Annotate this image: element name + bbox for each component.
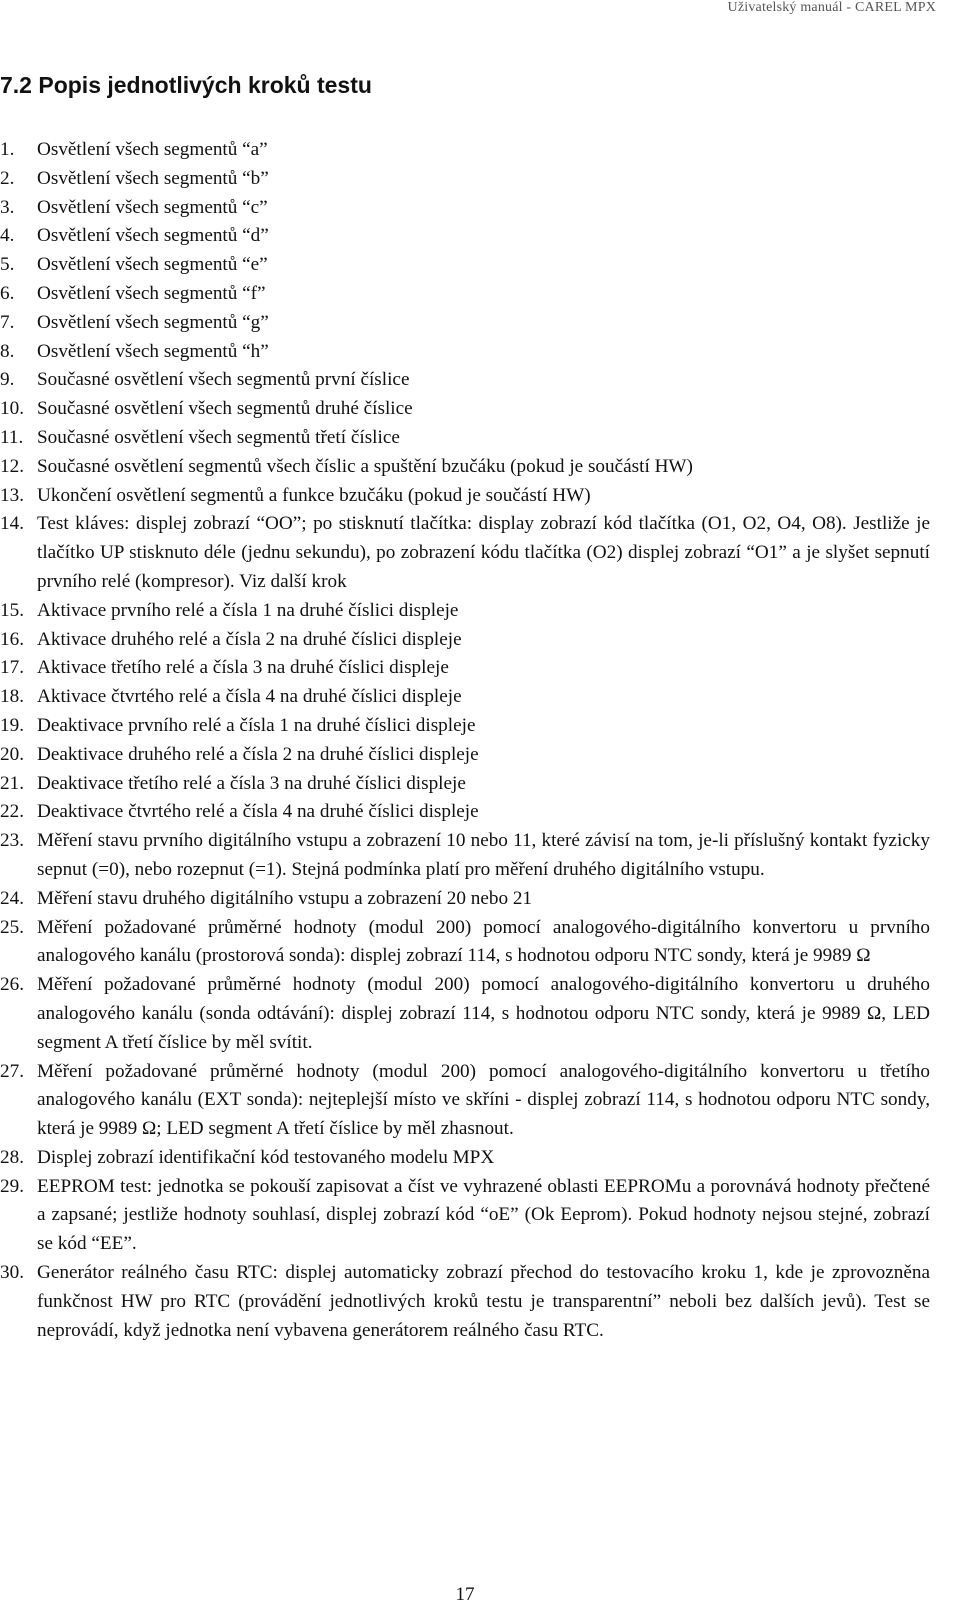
step-number: 1. [0,139,15,160]
step-text: Současné osvětlení segmentů všech číslic a spuštění bzučáku (pokud je součástí HW) [37,455,693,477]
step-number: 3. [0,196,15,218]
step-number: 4. [0,225,15,247]
step-item [0,712,930,741]
step-number: 29. [0,1175,24,1197]
step-item [0,741,930,770]
step-text: EEPROM test: jednotka se pokouší zapisovat a číst ve vyhrazené oblasti EEPROMu a porovnává hodnoty přečtené a zapsané; jestliže hodnoty souhlasí, displej zobrazí kód “oE” (Ok Eeprom). Pokud hodnoty nejsou stejné, zobrazí se kód “EE”. [37,1175,930,1255]
step-text: Současné osvětlení všech segmentů třetí číslice [37,426,400,448]
step-item [0,654,930,683]
step-item [0,194,930,223]
step-item [0,424,930,453]
step-number: 16. [0,628,24,650]
step-item [0,251,930,280]
step-item [0,1058,930,1144]
step-text: Osvětlení všech segmentů “d” [37,225,269,247]
step-number: 21. [0,772,24,794]
step-item [0,885,930,914]
step-item [0,626,930,655]
step-item [0,510,930,596]
step-number: 2. [0,167,15,189]
step-text: Aktivace čtvrtého relé a čísla 4 na druhé číslici displeje [37,686,462,708]
step-number: 6. [0,282,15,304]
step-number: 5. [0,254,15,276]
step-item [0,914,930,972]
step-item [0,971,930,1057]
step-item [0,280,930,309]
step-text: Měření stavu prvního digitálního vstupu a zobrazení 10 nebo 11, které závisí na tom, je-li příslušný kontakt fyzicky sepnut (=0), nebo rozepnut (=1). Stejná podmínka platí pro měření druhého digitálního vstupu. [37,830,930,880]
section-title: 7.2 Popis jednotlivých kroků testu [0,72,372,98]
step-text: Osvětlení všech segmentů “f” [37,282,266,304]
step-number: 17. [0,657,24,679]
step-number: 11. [0,426,24,448]
step-text: Displej zobrazí identifikační kód testovaného modelu MPX [37,1146,495,1168]
step-number: 18. [0,686,24,708]
step-item [0,395,930,424]
step-item [0,1144,930,1173]
step-text: Osvětlení všech segmentů “h” [37,340,269,362]
step-number: 26. [0,974,24,996]
step-text: Aktivace prvního relé a čísla 1 na druhé číslici displeje [37,599,459,621]
step-item [0,482,930,511]
step-number: 10. [0,398,24,420]
step-item [0,770,930,799]
step-item [0,1259,930,1345]
step-text: Aktivace druhého relé a čísla 2 na druhé číslici displeje [37,628,462,650]
step-text: Měření požadované průměrné hodnoty (modul 200) pomocí analogového-digitálního konvertoru u druhého analogového kanálu (sonda odtávání): displej zobrazí 114, s hodnotou odporu NTC sondy, která je 9989 Ω, LED segment A třetí číslice by měl svítit. [37,974,930,1053]
step-item [0,1173,930,1259]
step-item [0,683,930,712]
step-text: Měření stavu druhého digitálního vstupu a zobrazení 20 nebo 21 [37,887,533,909]
step-number: 27. [0,1060,24,1082]
step-text: Ukončení osvětlení segmentů a funkce bzučáku (pokud je součástí HW) [37,484,591,506]
step-number: 30. [0,1262,24,1284]
step-item [0,827,930,885]
step-text: Osvětlení všech segmentů “c” [37,196,268,218]
step-item [0,798,930,827]
step-text: Měření požadované průměrné hodnoty (modul 200) pomocí analogového-digitálního konvertoru u třetího analogového kanálu (EXT sonda): nejteplejší místo ve skříni - displej zobrazí 114, s hodnotou odporu NTC sondy, která je 9989 Ω; LED segment A třetí číslice by měl zhasnout. [37,1060,930,1140]
step-number: 23. [0,830,24,852]
step-number: 8. [0,340,15,362]
step-text: Osvětlení všech segmentů “a” [37,139,268,160]
step-text: Deaktivace prvního relé a čísla 1 na druhé číslici displeje [37,714,476,736]
step-number: 22. [0,801,24,823]
step-item [0,136,930,165]
step-text: Deaktivace druhého relé a čísla 2 na druhé číslici displeje [37,743,479,765]
step-text: Deaktivace třetího relé a čísla 3 na druhé číslici displeje [37,772,466,794]
step-number: 28. [0,1146,24,1168]
page-number: 17 [455,1584,475,1605]
step-number: 24. [0,887,24,909]
step-text: Deaktivace čtvrtého relé a čísla 4 na druhé číslici displeje [37,801,479,823]
step-text: Osvětlení všech segmentů “b” [37,167,269,189]
running-header: Uživatelský manuál - CAREL MPX [727,0,936,15]
step-item [0,597,930,626]
step-number: 7. [0,311,15,333]
step-number: 20. [0,743,24,765]
step-number: 19. [0,714,24,736]
step-number: 15. [0,599,24,621]
test-steps-list [0,136,930,1345]
step-item [0,338,930,367]
step-number: 14. [0,513,24,535]
step-item [0,453,930,482]
step-text: Osvětlení všech segmentů “e” [37,254,268,276]
step-text: Generátor reálného času RTC: displej automaticky zobrazí přechod do testovacího kroku 1, kde je zprovozněna funkčnost HW pro RTC (provádění jednotlivých kroků testu je transparentní” neboli bez dalších jevů). Test se neprovádí, když jednotka není vybavena generátorem reálného času RTC. [37,1262,930,1341]
step-item [0,222,930,251]
step-number: 13. [0,484,24,506]
step-item [0,165,930,194]
step-text: Současné osvětlení všech segmentů první číslice [37,369,410,391]
step-item [0,366,930,395]
step-number: 12. [0,455,24,477]
step-number: 9. [0,369,15,391]
step-item [0,309,930,338]
step-text: Test kláves: displej zobrazí “OO”; po stisknutí tlačítka: display zobrazí kód tlačítka (O1, O2, O4, O8). Jestliže je tlačítko UP stisknuto déle (jednu sekundu), po zobrazení kódu tlačítka (O2) displej zobrazí “O1” a je slyšet sepnutí prvního relé (kompresor). Viz další krok [37,513,930,592]
step-text: Aktivace třetího relé a čísla 3 na druhé číslici displeje [37,657,449,679]
step-text: Současné osvětlení všech segmentů druhé číslice [37,398,413,420]
step-number: 25. [0,916,24,938]
step-text: Měření požadované průměrné hodnoty (modul 200) pomocí analogového-digitálního konvertoru u prvního analogového kanálu (prostorová sonda): displej zobrazí 114, s hodnotou odporu NTC sondy, která je 9989 Ω [37,916,930,967]
step-text: Osvětlení všech segmentů “g” [37,311,269,333]
